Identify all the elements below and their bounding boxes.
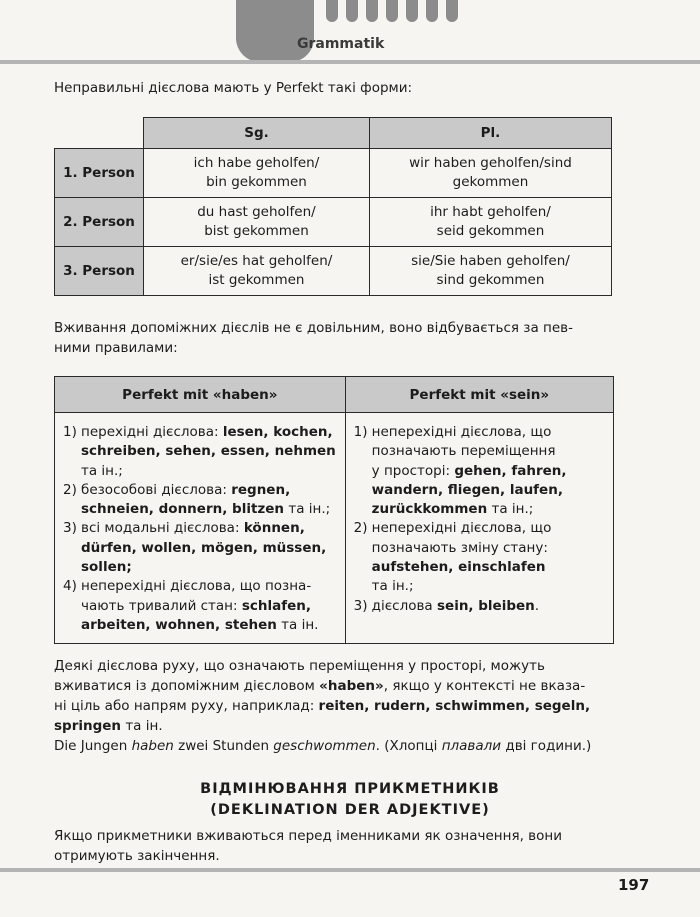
column-header-haben: Perfekt mit «haben» — [55, 377, 346, 413]
usage-text: Вживання допоміжних дієслів не є довільним, воно відбувається за пев- ними правилами: — [54, 320, 574, 356]
row-header: 1. Person — [55, 149, 144, 198]
column-header-sein: Perfekt mit «sein» — [345, 377, 613, 413]
column-header-sg: Sg. — [144, 118, 370, 149]
table-row — [55, 149, 612, 198]
header-stripe — [446, 0, 458, 22]
motion-verbs-text: Деякі дієслова руху, що означають переміщення у просторі, можуть вживатися із допоміжним дієсловом «haben», якщо у контексті не вказа- ні ціль або напрям руху, наприклад: reiten, rudern, schwimmen, segeln, springen та ін. Die Jungen haben zwei Stunden geschwommen. (Хлопці плавали дві години.) — [54, 658, 592, 754]
section-heading: ВІДМІНЮВАННЯ ПРИКМЕТНИКІВ (DEKLINATION DER ADJEKTIVE) — [200, 781, 500, 818]
example-sentence: Die Jungen haben zwei Stunden geschwommen. (Хлопці плавали дві години.) — [54, 738, 592, 754]
list-item: 4) неперехідні дієслова, що позна- чають тривалий стан: schlafen, arbeiten, wohnen, stehen та ін. — [63, 578, 319, 633]
intro-text: Неправильні дієслова мають у Perfekt такі форми: — [54, 80, 413, 96]
header-stripe — [326, 0, 338, 22]
header-stripe — [386, 0, 398, 22]
header-stripe — [426, 0, 438, 22]
table-cell: ihr habt geholfen/ seid gekommen — [369, 198, 611, 247]
table-row — [55, 198, 612, 247]
list-item: 1) неперехідні дієслова, що позначають переміщення у просторі: gehen, fahren, wandern, fliegen, laufen, zurückkommen та ін.; — [353, 424, 567, 518]
column-header-pl: Pl. — [369, 118, 611, 149]
row-header: 2. Person — [55, 198, 144, 247]
footer-divider — [0, 868, 700, 872]
perfekt-forms-table — [54, 117, 612, 296]
list-item: 2) безособові дієслова: regnen, schneien, donnern, blitzen та ін.; — [63, 481, 331, 518]
header-stripe — [366, 0, 378, 22]
header-divider — [0, 60, 700, 64]
list-item: 1) перехідні дієслова: lesen, kochen, schreiben, sehen, essen, nehmen та ін.; — [63, 424, 336, 479]
haben-rules-cell — [55, 413, 346, 644]
table-cell: du hast geholfen/ bist gekommen — [144, 198, 370, 247]
header-tab-decoration — [236, 0, 314, 62]
sein-rules-cell — [345, 413, 613, 644]
page-number: 197 — [618, 876, 650, 894]
table-cell: wir haben geholfen/sind gekommen — [369, 149, 611, 198]
header-stripe — [406, 0, 418, 22]
list-item: 2) неперехідні дієслова, що позначають зміну стану: aufstehen, einschlafen та ін.; — [353, 520, 552, 595]
table-corner — [55, 118, 144, 149]
auxiliary-rules-table — [54, 376, 614, 644]
row-header: 3. Person — [55, 247, 144, 296]
table-cell: ich habe geholfen/ bin gekommen — [144, 149, 370, 198]
adjective-text: Якщо прикметники вживаються перед іменниками як означення, вони отримують закінчення. — [54, 828, 562, 864]
table-cell: er/sie/es hat geholfen/ ist gekommen — [144, 247, 370, 296]
list-item: 3) дієслова sein, bleiben. — [353, 597, 540, 614]
section-header-title: Grammatik — [297, 36, 385, 52]
table-cell: sie/Sie haben geholfen/ sind gekommen — [369, 247, 611, 296]
header-stripe — [346, 0, 358, 22]
list-item: 3) всі модальні дієслова: können, dürfen, wollen, mögen, müssen, sollen; — [63, 520, 327, 576]
table-row — [55, 247, 612, 296]
